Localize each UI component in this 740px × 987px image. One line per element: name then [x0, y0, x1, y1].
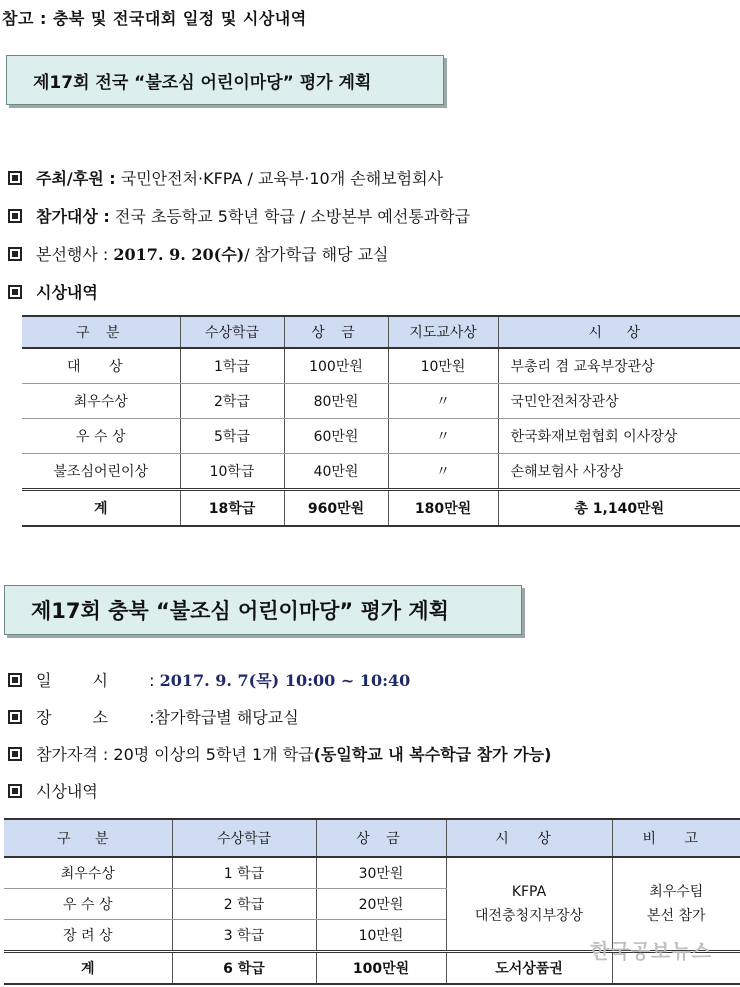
table-cell: 한국화재보험협회 이사장상 — [498, 419, 740, 454]
table-cell: 손해보험사 사장상 — [498, 454, 740, 490]
square-bullet-icon — [8, 784, 22, 798]
host-value: 국민안전처·KFPA / 교육부·10개 손해보험회사 — [120, 169, 444, 188]
table-cell: 180만원 — [388, 490, 498, 527]
col-header: 상 금 — [316, 819, 446, 857]
table-cell: 960만원 — [284, 490, 388, 527]
event-label: 본선행사 : — [36, 245, 109, 264]
table-cell: 국민안전처장관상 — [498, 384, 740, 419]
table-cell: 60만원 — [284, 419, 388, 454]
chungbuk-section-title: 제17회 충북 “불조심 어린이마당” 평가 계획 — [4, 585, 522, 635]
table-row — [4, 857, 740, 889]
table-cell: 도서상품권 — [446, 952, 612, 985]
col-header: 수상학급 — [172, 819, 316, 857]
table-cell: 18학급 — [180, 490, 284, 527]
table-cell: 총 1,140만원 — [498, 490, 740, 527]
col-header: 시 상 — [498, 316, 740, 348]
host-line — [8, 166, 443, 189]
event-date: 2017. 9. 20(수) — [113, 245, 245, 264]
event-line — [8, 242, 389, 265]
place-value: 참가학급별 해당교실 — [154, 708, 299, 727]
table-cell: 2 학급 — [172, 889, 316, 920]
table-cell: 1 학급 — [172, 857, 316, 889]
event-rest: / 참가학급 해당 교실 — [244, 245, 389, 264]
qualification-label: 참가자격 : — [36, 745, 109, 764]
table-cell: 2학급 — [180, 384, 284, 419]
square-bullet-icon — [8, 247, 22, 261]
qualification-line — [8, 742, 551, 765]
col-header: 구 분 — [22, 316, 180, 348]
table-row — [22, 384, 740, 419]
table-cell: 80만원 — [284, 384, 388, 419]
square-bullet-icon — [8, 285, 22, 299]
table-cell: 6 학급 — [172, 952, 316, 985]
table-cell: 최우수상 — [22, 384, 180, 419]
national-awards-line — [8, 280, 98, 303]
table-cell: 부총리 겸 교육부장관상 — [498, 348, 740, 384]
merged-award-cell: KFPA 대전충청지부장상 — [446, 857, 612, 952]
national-section-title: 제17회 전국 “불조심 어린이마당” 평가 계획 — [6, 55, 444, 105]
table-cell: 10만원 — [388, 348, 498, 384]
col-header: 시 상 — [446, 819, 612, 857]
place-line — [8, 705, 299, 728]
table-cell: 〃 — [388, 384, 498, 419]
table-cell: 우 수 상 — [22, 419, 180, 454]
table-cell: 대 상 — [22, 348, 180, 384]
table-cell: 불조심어린이상 — [22, 454, 180, 490]
table-row — [22, 348, 740, 384]
qualification-note: (동일학교 내 복수학급 참가 가능) — [313, 745, 552, 764]
table-header-row — [22, 316, 740, 348]
table-cell: 30만원 — [316, 857, 446, 889]
col-header: 비 고 — [612, 819, 740, 857]
col-header: 지도교사상 — [388, 316, 498, 348]
place-label: 장 소 : — [36, 708, 155, 727]
table-cell: 100만원 — [284, 348, 388, 384]
target-line — [8, 204, 470, 227]
date-line — [8, 668, 410, 691]
table-cell: 장 려 상 — [4, 920, 172, 952]
qualification-value: 20명 이상의 5학년 1개 학급 — [113, 745, 314, 764]
table-cell: 1학급 — [180, 348, 284, 384]
table-header-row — [4, 819, 740, 857]
date-label: 일 시 : — [36, 671, 155, 690]
col-header: 수상학급 — [180, 316, 284, 348]
target-value: 전국 초등학교 5학년 학급 / 소방본부 예선통과학급 — [114, 207, 471, 226]
table-cell: 우 수 상 — [4, 889, 172, 920]
table-row — [22, 454, 740, 490]
table-cell: 〃 — [388, 454, 498, 490]
square-bullet-icon — [8, 673, 22, 687]
table-cell: 3 학급 — [172, 920, 316, 952]
merged-note-cell: 최우수팀 본선 참가 — [612, 857, 740, 952]
square-bullet-icon — [8, 171, 22, 185]
national-awards-table — [22, 315, 740, 527]
table-row — [22, 419, 740, 454]
date-value: 2017. 9. 7(목) 10:00 ~ 10:40 — [159, 671, 411, 690]
table-cell: 최우수상 — [4, 857, 172, 889]
table-cell: 10만원 — [316, 920, 446, 952]
host-label: 주최/후원 : — [36, 169, 116, 188]
target-label: 참가대상 : — [36, 207, 110, 226]
table-cell: 20만원 — [316, 889, 446, 920]
chungbuk-awards-label: 시상내역 — [36, 782, 98, 801]
watermark: 한국공보뉴스 — [590, 939, 712, 963]
col-header: 상 금 — [284, 316, 388, 348]
chungbuk-awards-line — [8, 779, 98, 802]
table-cell: 〃 — [388, 419, 498, 454]
table-cell: 100만원 — [316, 952, 446, 985]
table-cell: 5학급 — [180, 419, 284, 454]
table-total-row — [22, 490, 740, 527]
table-cell: 10학급 — [180, 454, 284, 490]
square-bullet-icon — [8, 209, 22, 223]
table-cell: 계 — [4, 952, 172, 985]
table-cell: 40만원 — [284, 454, 388, 490]
national-awards-label: 시상내역 — [36, 283, 98, 302]
page-heading: 참고 : 충북 및 전국대회 일정 및 시상내역 — [2, 9, 307, 28]
square-bullet-icon — [8, 747, 22, 761]
square-bullet-icon — [8, 710, 22, 724]
table-cell: 계 — [22, 490, 180, 527]
col-header: 구 분 — [4, 819, 172, 857]
